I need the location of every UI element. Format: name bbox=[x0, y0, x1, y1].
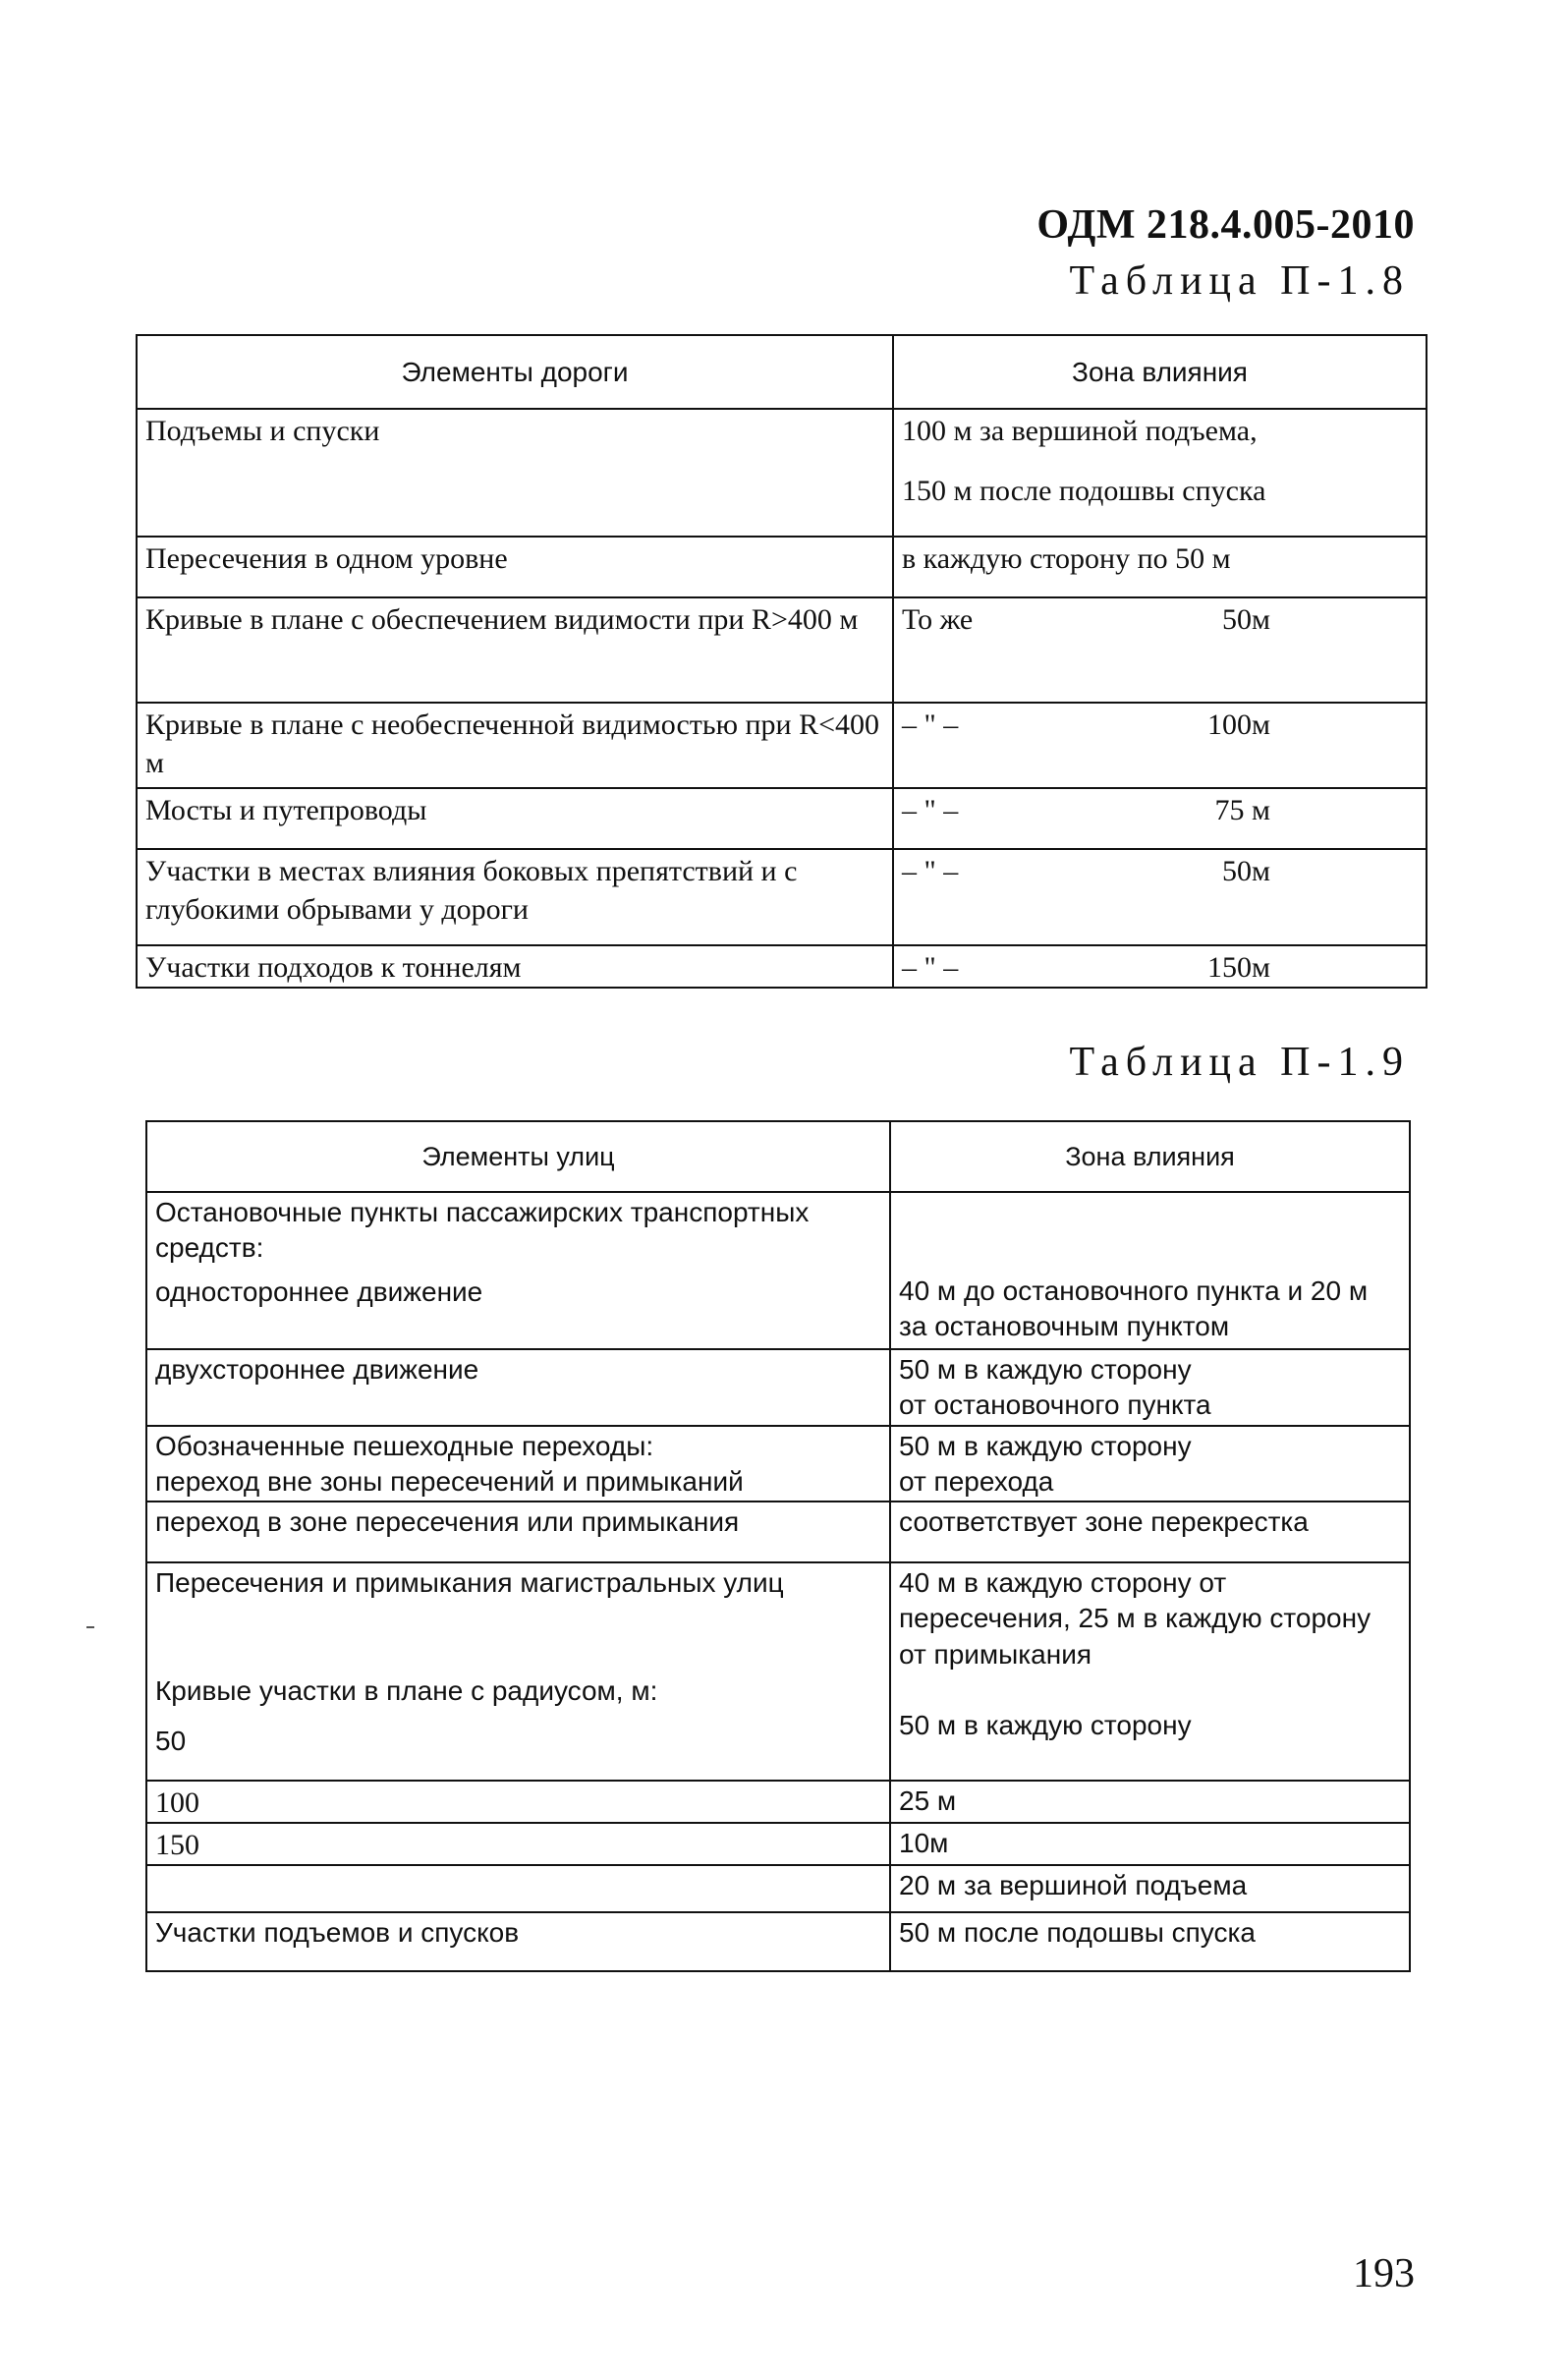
page-number: 193 bbox=[1353, 2251, 1415, 2296]
table-row bbox=[146, 1781, 1410, 1823]
zone-prefix: – " – bbox=[902, 951, 959, 984]
column-header-elements: Элементы улиц bbox=[146, 1121, 890, 1192]
zone-text: 40 м до остановочного пункта и 20 м за остановочным пунктом bbox=[899, 1275, 1369, 1342]
element-line: Кривые участки в плане с радиусом, м: bbox=[155, 1675, 658, 1707]
zone-line: от перехода bbox=[899, 1466, 1054, 1498]
zone-cell: 50 м после подошвы спуска bbox=[890, 1912, 1410, 1971]
element-cell: двухстороннее движение bbox=[146, 1349, 890, 1426]
element-cell bbox=[146, 1562, 890, 1781]
zone-cell bbox=[893, 849, 1427, 945]
column-header-zone: Зона влияния bbox=[893, 335, 1427, 409]
table-row bbox=[146, 1426, 1410, 1502]
element-cell: Участки в местах влияния боковых препятствий и с глубокими обрывами у дороги bbox=[137, 849, 893, 945]
zone-line: 150 м после подошвы спуска bbox=[902, 475, 1266, 507]
element-cell: Кривые в плане с необеспеченной видимостью при R<400 м bbox=[137, 703, 893, 788]
element-cell: 100 bbox=[146, 1781, 890, 1823]
table-row bbox=[137, 788, 1427, 849]
element-cell bbox=[146, 1865, 890, 1912]
zone-line: 100 м за вершиной подъема, bbox=[902, 415, 1258, 447]
table-row bbox=[137, 849, 1427, 945]
element-cell: Кривые в плане с обеспечением видимости при R>400 м bbox=[137, 597, 893, 703]
table-row bbox=[137, 703, 1427, 788]
table-street-elements bbox=[145, 1120, 1411, 1972]
table-row bbox=[146, 1912, 1410, 1971]
element-cell: Участки подъемов и спусков bbox=[146, 1912, 890, 1971]
zone-cell bbox=[890, 1192, 1410, 1349]
zone-line: 50 м в каждую сторону bbox=[899, 1431, 1192, 1461]
element-line: 50 bbox=[155, 1725, 187, 1756]
table2-caption: Таблица П-1.9 bbox=[1069, 1040, 1410, 1085]
zone-cell bbox=[893, 945, 1427, 988]
zone-line: 50 м в каждую сторону bbox=[899, 1709, 1192, 1740]
zone-prefix: То же bbox=[902, 603, 974, 636]
table-row bbox=[146, 1349, 1410, 1426]
column-header-elements: Элементы дороги bbox=[137, 335, 893, 409]
element-line: Остановочные пункты пассажирских транспортных средств: bbox=[155, 1197, 810, 1264]
zone-cell bbox=[893, 409, 1427, 537]
zone-value: 50м bbox=[1222, 855, 1270, 887]
zone-cell bbox=[893, 703, 1427, 788]
element-cell: Пересечения в одном уровне bbox=[137, 537, 893, 597]
zone-value: 100м bbox=[1207, 708, 1270, 741]
zone-cell bbox=[890, 1349, 1410, 1426]
element-cell: Подъемы и спуски bbox=[137, 409, 893, 537]
table-row bbox=[137, 945, 1427, 988]
zone-cell: соответствует зоне перекрестка bbox=[890, 1502, 1410, 1562]
element-cell: Мосты и путепроводы bbox=[137, 788, 893, 849]
table-road-elements bbox=[136, 334, 1427, 989]
zone-line: от остановочного пункта bbox=[899, 1389, 1211, 1421]
element-line: Обозначенные пешеходные переходы: bbox=[155, 1431, 654, 1461]
zone-value: 75 м bbox=[1214, 794, 1270, 826]
zone-cell: в каждую сторону по 50 м bbox=[893, 537, 1427, 597]
element-cell: переход в зоне пересечения или примыкания bbox=[146, 1502, 890, 1562]
table-row bbox=[146, 1562, 1410, 1781]
zone-prefix: – " – bbox=[902, 855, 959, 887]
table-row bbox=[146, 1502, 1410, 1562]
zone-cell bbox=[893, 788, 1427, 849]
element-cell: Участки подходов к тоннелям bbox=[137, 945, 893, 988]
zone-prefix: – " – bbox=[902, 708, 959, 741]
zone-cell: 20 м за вершиной подъема bbox=[890, 1865, 1410, 1912]
table-header-row bbox=[137, 335, 1427, 409]
table-row bbox=[137, 409, 1427, 537]
table-row bbox=[137, 597, 1427, 703]
element-cell: 150 bbox=[146, 1823, 890, 1865]
table-row bbox=[146, 1823, 1410, 1865]
table-row bbox=[146, 1865, 1410, 1912]
column-header-zone: Зона влияния bbox=[890, 1121, 1410, 1192]
element-cell bbox=[146, 1192, 890, 1349]
zone-value: 150м bbox=[1207, 951, 1270, 984]
zone-cell: 10м bbox=[890, 1823, 1410, 1865]
zone-cell bbox=[890, 1562, 1410, 1781]
element-line: Пересечения и примыкания магистральных улиц bbox=[155, 1566, 784, 1598]
zone-cell bbox=[893, 597, 1427, 703]
document-code: ОДМ 218.4.005-2010 bbox=[1036, 202, 1415, 248]
margin-mark bbox=[86, 1626, 94, 1628]
table-row bbox=[137, 537, 1427, 597]
zone-line: 50 м в каждую сторону bbox=[899, 1354, 1192, 1385]
zone-cell bbox=[890, 1426, 1410, 1502]
element-line: одностороннее движение bbox=[155, 1275, 483, 1307]
zone-line: 40 м в каждую сторону от пересечения, 25 м в каждую сторону от примыкания bbox=[899, 1566, 1371, 1670]
zone-value: 50м bbox=[1222, 603, 1270, 636]
element-line: переход вне зоны пересечений и примыканий bbox=[155, 1466, 744, 1498]
zone-prefix: – " – bbox=[902, 794, 959, 826]
table1-caption: Таблица П-1.8 bbox=[1069, 258, 1410, 304]
table-header-row bbox=[146, 1121, 1410, 1192]
table-row bbox=[146, 1192, 1410, 1349]
zone-cell: 25 м bbox=[890, 1781, 1410, 1823]
element-cell bbox=[146, 1426, 890, 1502]
